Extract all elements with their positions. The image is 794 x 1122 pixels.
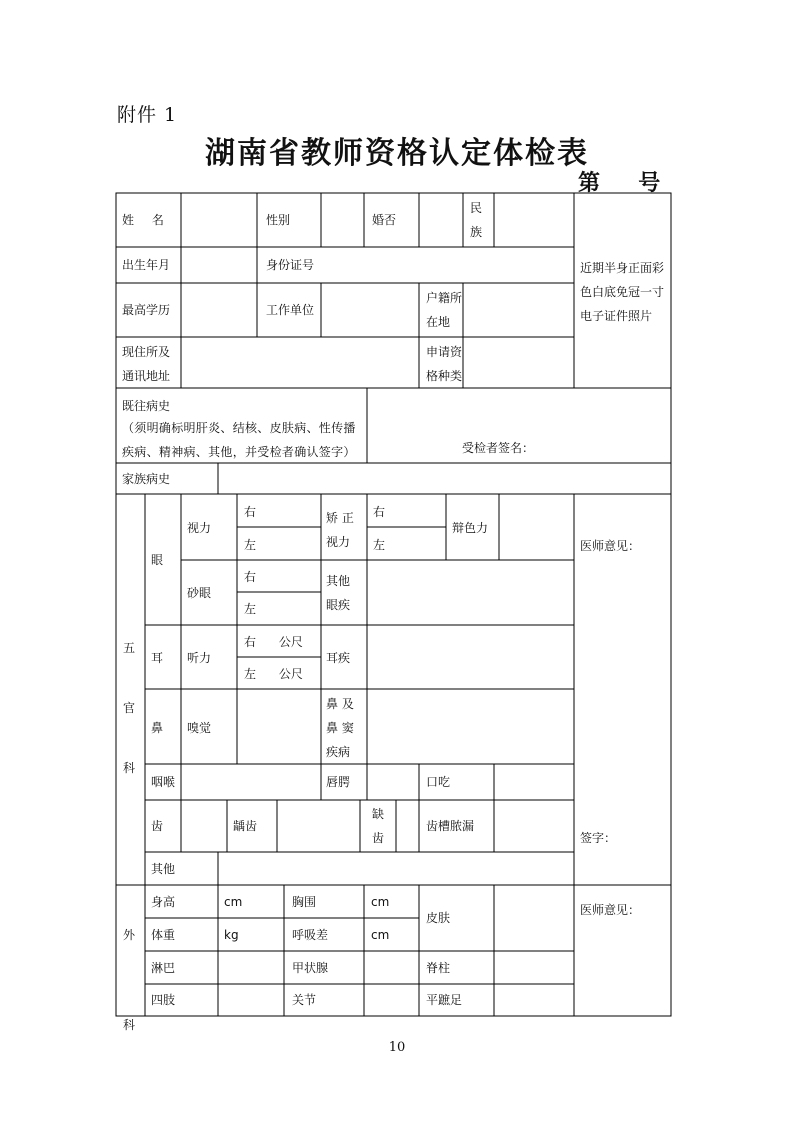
history-title: 既往病史: [122, 399, 171, 413]
qualification-label: 申请资格种类: [426, 345, 463, 383]
other-label: 其他: [151, 862, 176, 876]
hearing-left-label: 左 公尺: [244, 667, 303, 681]
corrected-left-label: 左: [373, 538, 386, 552]
caries-label: 龋齿: [233, 819, 258, 833]
stutter-label: 口吃: [426, 775, 451, 789]
gender-label: 性别: [266, 213, 291, 227]
hukou-label: 户籍所在地: [426, 291, 463, 329]
address-label: 现住所及通讯地址: [122, 345, 171, 383]
ethnicity-label: 民族: [470, 201, 483, 239]
vision-right-label: 右: [244, 505, 257, 519]
history-note: （须明确标明肝炎、结核、皮肤病、性传播疾病、精神病、其他，并受检者确认签字）: [122, 421, 356, 459]
periodontal-label: 齿槽脓漏: [426, 819, 475, 833]
examinee-sign-label: 受检者签名：: [462, 441, 535, 455]
trachoma-right-label: 右: [244, 570, 257, 584]
photo-note: 近期半身正面彩色白底免冠一寸电子证件照片: [580, 261, 665, 323]
chest-unit: cm: [371, 895, 390, 909]
smell-label: 嗅觉: [187, 721, 212, 735]
trachoma-label: 砂眼: [187, 586, 212, 600]
lymph-label: 淋巴: [151, 961, 176, 975]
employer-label: 工作单位: [266, 303, 315, 317]
form-title: 湖南省教师资格认定体检表: [205, 136, 589, 171]
hearing-label: 听力: [187, 651, 212, 665]
vision-left-label: 左: [244, 538, 257, 552]
other-eye-label: 其他眼疾: [326, 574, 351, 612]
birth-label: 出生年月: [122, 258, 171, 272]
ear-label: 耳: [151, 651, 164, 665]
facial-doctor-opinion-label: 医师意见：: [580, 539, 641, 553]
annex-label: 附件 1: [117, 104, 178, 126]
weight-label: 体重: [151, 928, 176, 942]
id-number-label: 身份证号: [266, 258, 315, 272]
family-history-label: 家族病史: [122, 472, 171, 486]
name-label: 姓 名: [122, 213, 164, 227]
marital-label: 婚否: [372, 213, 397, 227]
surgery-doctor-opinion-label: 医师意见：: [580, 903, 641, 917]
form-number-label: 第 号: [578, 171, 661, 196]
facial-signature-label: 签字：: [580, 831, 617, 845]
education-label: 最高学历: [122, 303, 171, 317]
weight-unit: kg: [224, 928, 239, 942]
spine-label: 脊柱: [426, 961, 451, 975]
sinus-label: 鼻 及鼻 窦疾病: [326, 697, 354, 759]
vision-label: 视力: [187, 521, 212, 535]
joints-label: 关节: [292, 993, 317, 1007]
skin-label: 皮肤: [426, 911, 451, 925]
teeth-label: 齿: [151, 819, 164, 833]
limbs-label: 四肢: [151, 993, 176, 1007]
lisp-label: 唇腭: [326, 775, 351, 789]
corrected-right-label: 右: [373, 505, 386, 519]
chest-label: 胸围: [292, 895, 317, 909]
breath-diff-unit: cm: [371, 928, 390, 942]
breath-diff-label: 呼吸差: [292, 928, 329, 942]
trachoma-left-label: 左: [244, 602, 257, 616]
ear-disease-label: 耳疾: [326, 651, 351, 665]
hearing-right-label: 右 公尺: [244, 635, 303, 649]
thyroid-label: 甲状腺: [292, 961, 329, 975]
corrected-vision-label: 矫 正视力: [326, 511, 354, 549]
nose-label: 鼻: [151, 721, 164, 735]
missing-teeth-label: 缺齿: [372, 807, 385, 845]
height-label: 身高: [151, 895, 176, 909]
flatfoot-label: 平蹠足: [426, 993, 463, 1007]
eye-label: 眼: [151, 553, 164, 567]
page-number: 10: [388, 1040, 406, 1055]
facial-section-label: 五官科: [123, 641, 136, 775]
height-unit: cm: [224, 895, 243, 909]
surgery-section-label: 外科: [123, 928, 136, 1032]
throat-label: 咽喉: [151, 775, 176, 789]
color-vision-label: 辩色力: [452, 521, 489, 535]
